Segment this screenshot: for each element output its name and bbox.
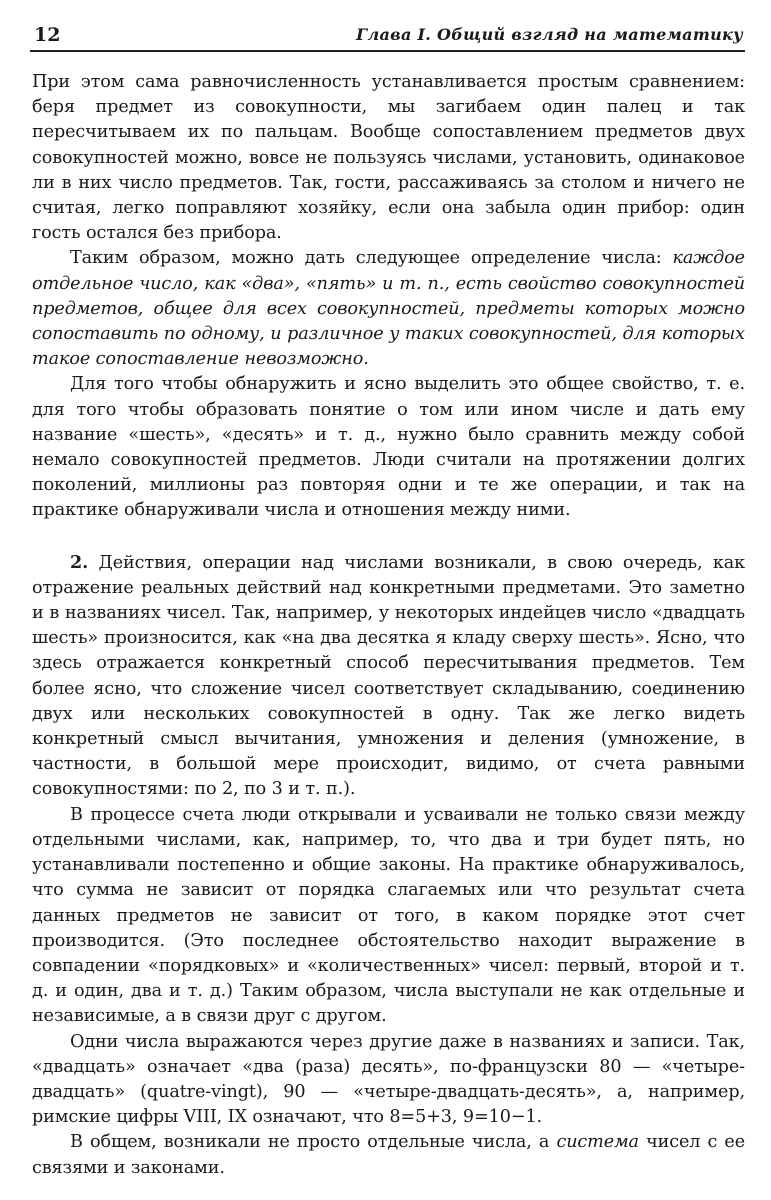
paragraph-3: Для того чтобы обнаружить и ясно выделить это общее свойство, т. е. для того чтобы образовать понятие о том или ином числе и дать ему название «шесть», «десять» и т. д., нужно было сравнить между собой немало совокупностей предметов. Люди считали на протяжении долгих поколений, миллионы раз повторяя одни и те же операции, и так на практике обнаруживали числа и отношения между ними. (32, 374, 745, 521)
running-title: Глава I. Общий взгляд на математику (356, 25, 743, 44)
paragraph-6: Одни числа выражаются через другие даже в названиях и записи. Так, «двадцать» означает «два (раза) десять», по-французски 80 — «четыре-двадцать» (quatre-vingt), 90 — «четыре-двадцать-десять», а, например, римские цифры VIII, IX означают, что 8=5+3, 9=10−1. (32, 1031, 745, 1128)
paragraph-5: В процессе счета люди открывали и усваивали не только связи между отдельными числами, как, например, то, что два и три будет пять, но устанавливали постепенно и общие законы. На практике обнаруживалось, что сумма не зависит от порядка слагаемых или что результат счета данных предметов не зависит от того, в каком порядке этот счет производится. (Это последнее обстоятельство находит выражение в совпадении «порядковых» и «количественных» чисел: первый, второй и т. д. и один, два и т. д.) Таким образом, числа выступали не как отдельные и независимые, а в связи друг с другом. (32, 804, 745, 1027)
header-rule (30, 50, 745, 52)
page-header (34, 24, 743, 48)
paragraph-1: При этом сама равночисленность устанавливается простым сравнением: беря предмет из совокупности, мы загибаем один палец и так пересчитываем их по пальцам. Вообще сопоставлением предметов двух совокупностей можно, вовсе не пользуясь числами, установить, одинаковое ли в них число предметов. Так, гости, рассаживаясь за столом и ничего не считая, легко поправляют хозяйку, если она забыла один прибор: один гость остался без прибора. (32, 72, 745, 244)
paragraph-7: В общем, возникали не просто отдельные числа, а система чисел с ее связями и законами. (32, 1132, 746, 1178)
paragraph-4-section-2: 2. Действия, операции над числами возникали, в свою очередь, как отражение реальных действий над конкретными предметами. Это заметно и в названиях чисел. Так, например, у некоторых индейцев число «двадцать шесть» произносится, как «на два десятка я кладу сверху шесть». Ясно, что здесь отражается конкретный способ пересчитывания предметов. Тем более ясно, что сложение чисел соответствует складыванию, соединению двух или нескольких совокупностей в одну. Так же легко видеть конкретный смысл вычитания, умножения и деления (умножение, в частности, в большой мере происходит, видимо, от счета равными совокупностями: по 2, по 3 и т. п.). (32, 551, 745, 800)
page-number: 12 (34, 24, 61, 46)
section-number: 2. (70, 551, 89, 573)
body-text (32, 70, 745, 1181)
paragraph-2-definition: Таким образом, можно дать следующее определение числа: каждое отдельное число, как «два», «пять» и т. п., есть свойство совокупностей предметов, общее для всех совокупностей, предметы которых можно сопоставить по одному, и различное у таких совокупностей, для которых такое сопоставление невозможно. (32, 248, 745, 370)
number-definition-emphasis: каждое отдельное число, как «два», «пять» и т. п., есть свойство совокупностей предметов, общее для всех совокупностей, предметы которых можно сопоставить по одному, и различное у таких совокупностей, для которых такое сопоставление невозможно. (32, 248, 745, 370)
system-emphasis: система (556, 1132, 639, 1153)
